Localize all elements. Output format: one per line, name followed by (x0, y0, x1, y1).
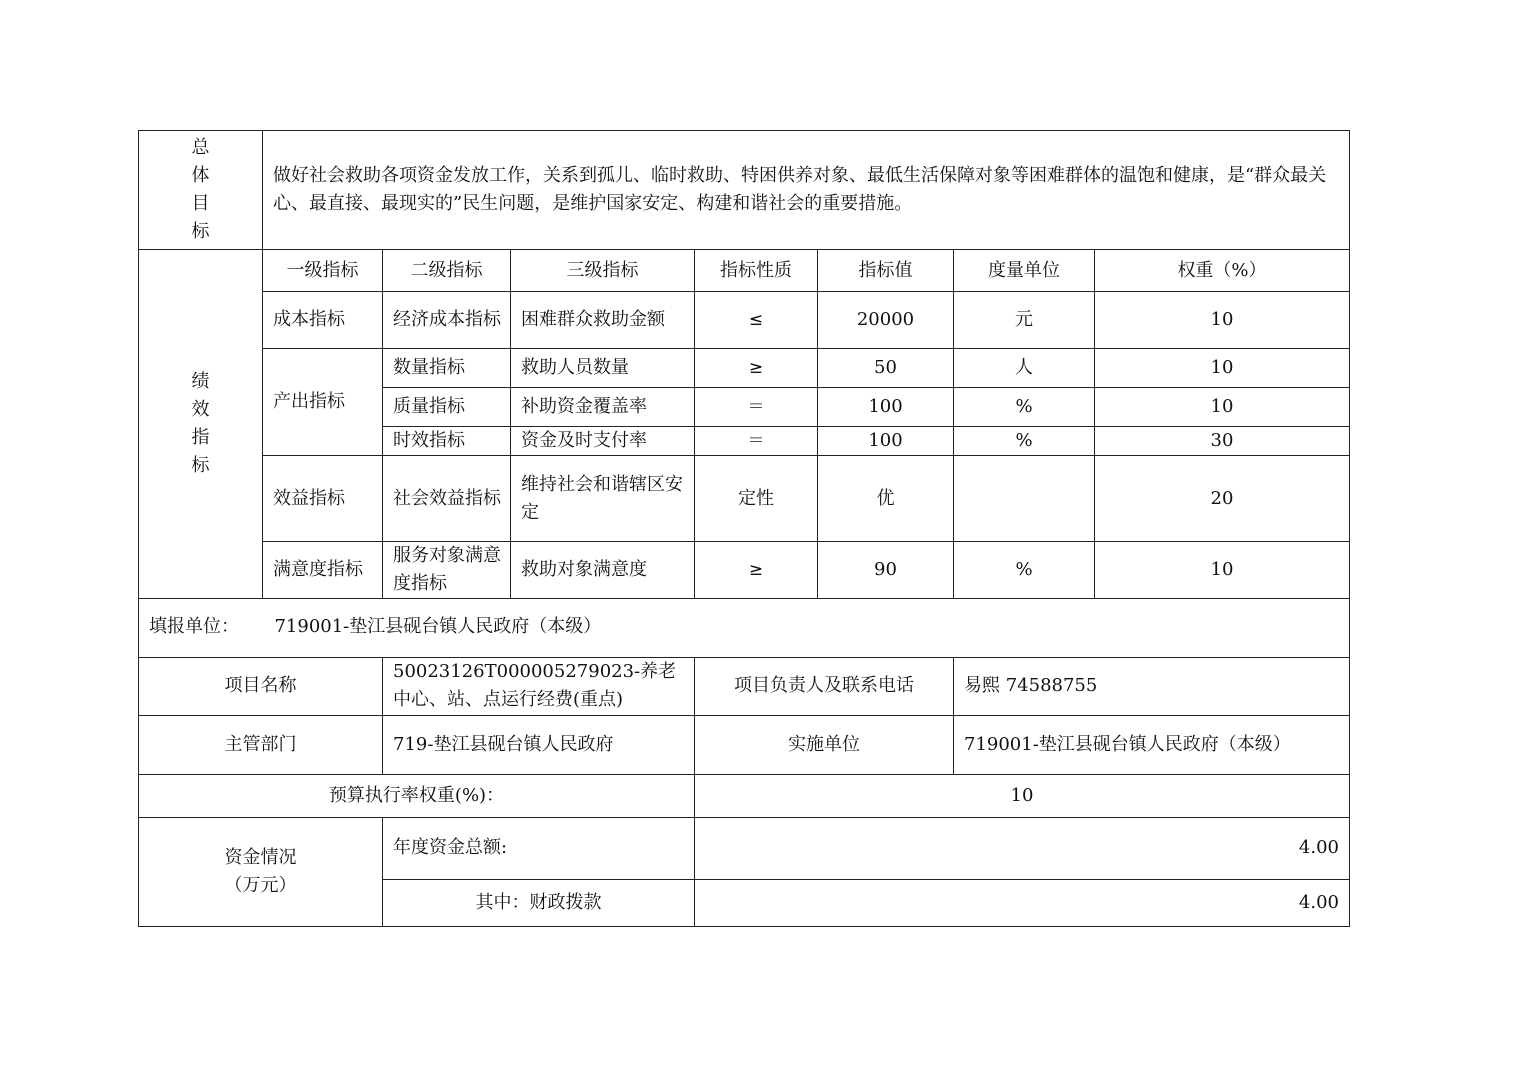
weight-cell: 30 (1095, 427, 1350, 456)
weight-cell: 10 (1095, 292, 1350, 349)
header-unit: 度量单位 (954, 250, 1095, 292)
level1-cell: 满意度指标 (263, 542, 383, 599)
value-cell: 优 (818, 456, 954, 542)
level2-cell: 社会效益指标 (383, 456, 511, 542)
indicators-label: 绩 效 指 标 (139, 250, 263, 599)
value-cell: 100 (818, 427, 954, 456)
unit-cell: 人 (954, 349, 1095, 388)
unit-cell: % (954, 542, 1095, 599)
value-cell: 100 (818, 388, 954, 427)
budget-weight-value: 10 (695, 774, 1350, 817)
nature-cell: ≤ (695, 292, 818, 349)
funds-label: 资金情况 （万元） (139, 817, 383, 926)
header-level1: 一级指标 (263, 250, 383, 292)
weight-cell: 10 (1095, 388, 1350, 427)
fiscal-value: 4.00 (695, 879, 1350, 926)
unit-cell (954, 456, 1095, 542)
project-contact-value: 易熙 74588755 (954, 657, 1350, 715)
indicator-header-row (139, 250, 1350, 292)
level3-cell: 维持社会和谐辖区安定 (511, 456, 695, 542)
level2-cell: 质量指标 (383, 388, 511, 427)
level2-cell: 经济成本指标 (383, 292, 511, 349)
annual-total-value: 4.00 (695, 817, 1350, 879)
level3-cell: 补助资金覆盖率 (511, 388, 695, 427)
header-value: 指标值 (818, 250, 954, 292)
goal-row (139, 131, 1350, 250)
nature-cell: ＝ (695, 388, 818, 427)
level3-cell: 救助人员数量 (511, 349, 695, 388)
level3-cell: 救助对象满意度 (511, 542, 695, 599)
unit-cell: % (954, 388, 1095, 427)
performance-goal-table (138, 130, 1350, 599)
nature-cell: ≥ (695, 542, 818, 599)
annual-total-label: 年度资金总额: (383, 817, 695, 879)
goal-text: 做好社会救助各项资金发放工作，关系到孤儿、临时救助、特困供养对象、最低生活保障对象等困难群体的温饱和健康，是“群众最关心、最直接、最现实的”民生问题，是维护国家安定、构建和谐社会的重要措施。 (263, 131, 1350, 250)
nature-cell: ＝ (695, 427, 818, 456)
table-row (139, 456, 1350, 542)
level1-cell: 效益指标 (263, 456, 383, 542)
fiscal-label: 其中：财政拨款 (383, 879, 695, 926)
reporting-unit-row (139, 597, 1350, 657)
level2-cell: 时效指标 (383, 427, 511, 456)
budget-weight-label: 预算执行率权重(%)： (139, 774, 695, 817)
level3-cell: 困难群众救助金额 (511, 292, 695, 349)
funds-row (139, 817, 1350, 879)
header-weight: 权重（%） (1095, 250, 1350, 292)
table-row (139, 542, 1350, 599)
project-name-value: 50023126T000005279023-养老中心、站、点运行经费(重点) (383, 657, 695, 715)
weight-cell: 10 (1095, 542, 1350, 599)
table-row (139, 292, 1350, 349)
header-level2: 二级指标 (383, 250, 511, 292)
value-cell: 20000 (818, 292, 954, 349)
goal-label: 总 体 目 标 (139, 131, 263, 250)
level3-cell: 资金及时支付率 (511, 427, 695, 456)
reporting-unit-label: 填报单位： (149, 615, 239, 637)
budget-weight-row (139, 774, 1350, 817)
nature-cell: ≥ (695, 349, 818, 388)
impl-label: 实施单位 (695, 715, 954, 774)
level1-cell: 产出指标 (263, 349, 383, 456)
project-contact-label: 项目负责人及联系电话 (695, 657, 954, 715)
reporting-unit-value: 719001-垫江县砚台镇人民政府（本级） (274, 615, 602, 637)
dept-value: 719-垫江县砚台镇人民政府 (383, 715, 695, 774)
level2-cell: 数量指标 (383, 349, 511, 388)
table-row (139, 349, 1350, 388)
weight-cell: 10 (1095, 349, 1350, 388)
project-name-row (139, 657, 1350, 715)
header-nature: 指标性质 (695, 250, 818, 292)
value-cell: 50 (818, 349, 954, 388)
unit-cell: % (954, 427, 1095, 456)
department-row (139, 715, 1350, 774)
nature-cell: 定性 (695, 456, 818, 542)
value-cell: 90 (818, 542, 954, 599)
project-info-table (138, 597, 1350, 927)
level1-cell: 成本指标 (263, 292, 383, 349)
weight-cell: 20 (1095, 456, 1350, 542)
project-name-label: 项目名称 (139, 657, 383, 715)
header-level3: 三级指标 (511, 250, 695, 292)
dept-label: 主管部门 (139, 715, 383, 774)
reporting-unit (139, 597, 1350, 657)
unit-cell: 元 (954, 292, 1095, 349)
level2-cell: 服务对象满意度指标 (383, 542, 511, 599)
impl-value: 719001-垫江县砚台镇人民政府（本级） (954, 715, 1350, 774)
